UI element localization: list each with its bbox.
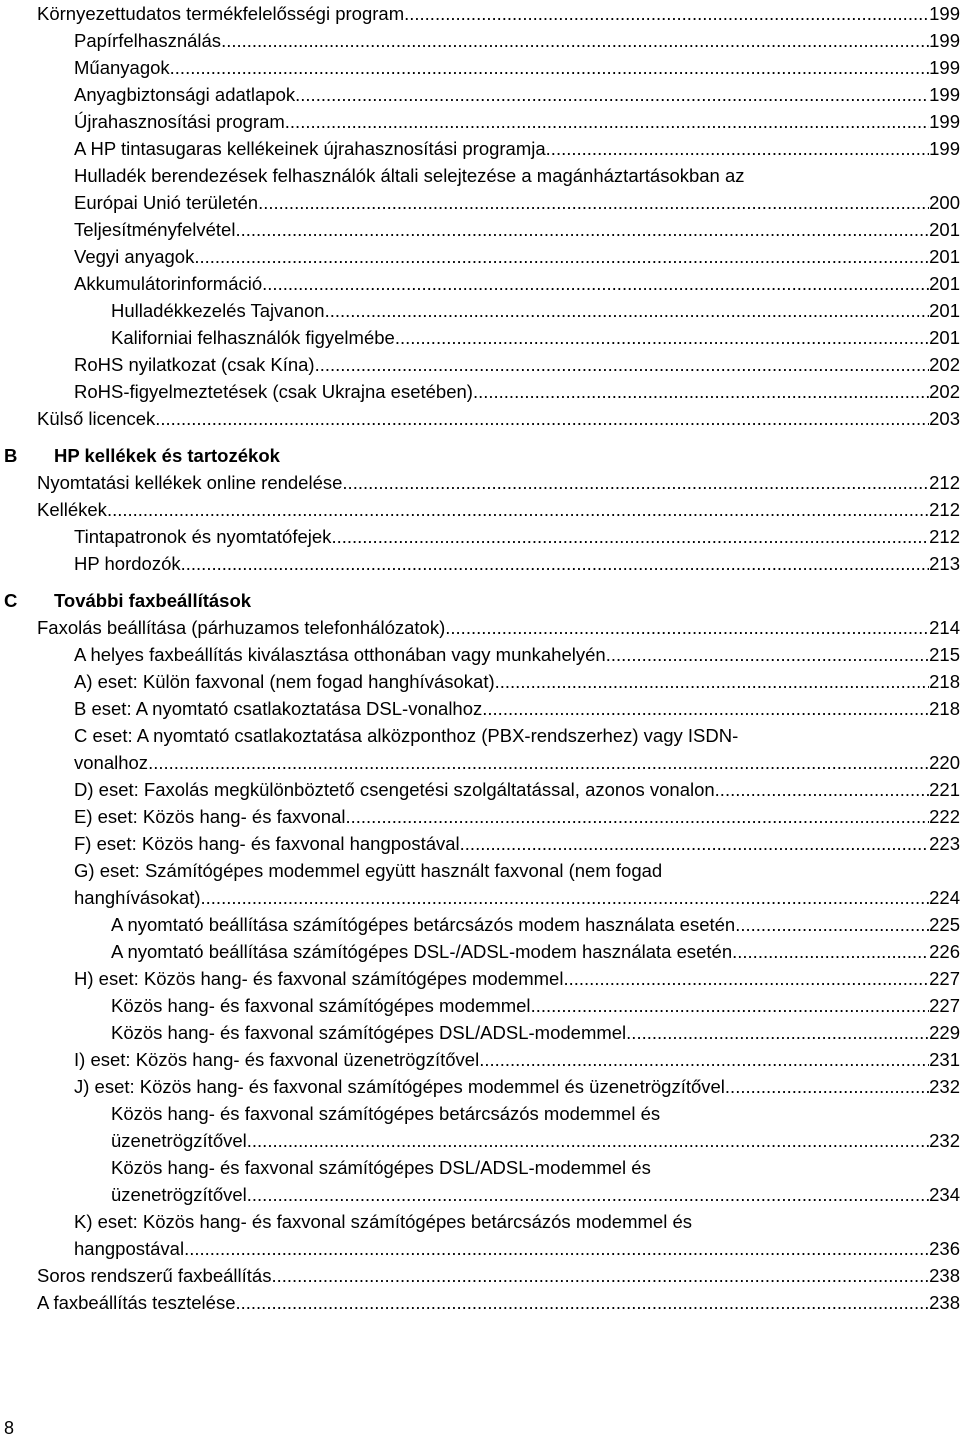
toc-entry-page: 225 [929,914,960,935]
toc-entry-title: Faxolás beállítása (párhuzamos telefonhálózatok) [37,617,446,638]
toc-entry-page: 199 [929,111,960,132]
dot-leader [331,523,929,550]
toc-entry-page: 236 [929,1238,960,1259]
toc-entry[interactable] [74,641,960,668]
toc-entry[interactable] [74,776,960,803]
toc-entry-page: 226 [929,941,960,962]
toc-entry[interactable] [74,857,960,911]
dot-leader [725,1073,929,1100]
toc-entry[interactable] [74,1073,960,1100]
toc-entry-page: 221 [929,779,960,800]
dot-leader [325,297,930,324]
toc-entry-title: Kaliforniai felhasználók figyelmébe [111,327,395,348]
toc-entry-title: RoHS nyilatkozat (csak Kína) [74,354,315,375]
toc-entry-title: Hulladékkezelés Tajvanon [111,300,325,321]
dot-leader [473,378,929,405]
toc-entry[interactable] [111,992,960,1019]
dot-leader [531,992,930,1019]
toc-entry-page: 201 [929,273,960,294]
dot-leader [194,243,929,270]
toc-entry-page: 199 [929,138,960,159]
toc-entry-title: Papírfelhasználás [74,30,222,51]
dot-leader [445,614,929,641]
toc-entry-title: A) eset: Külön faxvonal (nem fogad hanghívásokat) [74,671,495,692]
dot-leader [155,405,929,432]
toc-entry-page: 238 [929,1265,960,1286]
toc-entry[interactable] [111,324,960,351]
toc-entry[interactable] [74,722,960,776]
dot-leader [247,1127,929,1154]
toc-entry[interactable] [74,965,960,992]
toc-entry-page: 199 [929,3,960,24]
appendix-letter: B [4,445,18,466]
toc-entry-title: Műanyagok [74,57,170,78]
dot-leader [107,496,929,523]
toc-entry-page: 218 [929,671,960,692]
toc-entry-title-line1: Hulladék berendezések felhasználók általi selejtezése a magánháztartásokban az [74,165,745,186]
toc-entry-page: 200 [929,192,960,213]
toc-entry[interactable] [74,162,960,216]
appendix-heading[interactable] [0,442,960,469]
dot-leader [262,270,929,297]
toc-entry-title: Teljesítményfelvétel [74,219,236,240]
toc-entry-title: F) eset: Közös hang- és faxvonal hangpostával [74,833,460,854]
dot-leader [606,641,929,668]
toc-entry-title-line2: Európai Unió területén [74,192,259,213]
toc-entry-page: 212 [929,526,960,547]
toc-entry-title: Környezettudatos termékfelelősségi program [37,3,405,24]
dot-leader [626,1019,929,1046]
toc-entry[interactable] [74,1046,960,1073]
dot-leader [271,1262,929,1289]
appendix-heading[interactable] [0,587,960,614]
toc-entry[interactable] [74,270,960,297]
dot-leader [479,1046,929,1073]
toc-entry[interactable] [74,243,960,270]
toc-entry-title-line1: K) eset: Közös hang- és faxvonal számítógépes betárcsázós modemmel és [74,1211,692,1232]
toc-entry-page: 202 [929,381,960,402]
toc-entry[interactable] [74,550,960,577]
toc-entry-page: 199 [929,57,960,78]
toc-entry[interactable] [37,469,960,496]
toc-entry[interactable] [74,81,960,108]
toc-entry-page: 212 [929,499,960,520]
toc-entry-page: 220 [929,752,960,773]
toc-entry-title-line1: Közös hang- és faxvonal számítógépes DSL/ADSL-modemmel és [111,1157,651,1178]
dot-leader [345,803,929,830]
dot-leader [342,469,929,496]
toc-entry[interactable] [37,0,960,27]
dot-leader [404,0,929,27]
dot-leader [546,135,929,162]
toc-entry-page: 203 [929,408,960,429]
toc-entry-title-line2: hanghívásokat) [74,887,201,908]
toc-entry-title-line2: üzenetrögzítővel [111,1184,247,1205]
toc-entry-page: 232 [929,1130,960,1151]
dot-leader [395,324,929,351]
toc-entry-page: 215 [929,644,960,665]
toc-entry-title-line1: C eset: A nyomtató csatlakoztatása alközponthoz (PBX-rendszerhez) vagy ISDN- [74,725,739,746]
toc-entry-page: 227 [929,995,960,1016]
toc-entry-page: 234 [929,1184,960,1205]
toc-entry-title: E) eset: Közös hang- és faxvonal [74,806,346,827]
dot-leader [235,1289,929,1316]
toc-entry[interactable] [74,351,960,378]
toc-entry-title: A HP tintasugaras kellékeinek újrahasznosítási programja [74,138,546,159]
appendix-title: HP kellékek és tartozékok [54,445,280,466]
dot-leader [247,1181,929,1208]
toc-entry-title: A faxbeállítás tesztelése [37,1292,236,1313]
toc-entry-page: 201 [929,300,960,321]
toc-entry-page: 199 [929,84,960,105]
toc-entry-page: 199 [929,30,960,51]
toc-entry[interactable] [74,1208,960,1262]
toc-entry-title: Újrahasznosítási program [74,111,285,132]
dot-leader [732,938,929,965]
toc-entry-title: Közös hang- és faxvonal számítógépes modemmel [111,995,531,1016]
toc-entry-page: 202 [929,354,960,375]
toc-entry-title: Nyomtatási kellékek online rendelése [37,472,343,493]
toc-entry[interactable] [74,668,960,695]
toc-entry-title-line1: Közös hang- és faxvonal számítógépes betárcsázós modemmel és [111,1103,661,1124]
toc-entry-title-line2: üzenetrögzítővel [111,1130,247,1151]
dot-leader [495,668,930,695]
toc-entry[interactable] [37,1262,960,1289]
toc-entry-title-line2: hangpostával [74,1238,185,1259]
toc-entry-title: A nyomtató beállítása számítógépes betárcsázós modem használata esetén [111,914,736,935]
toc-entry[interactable] [74,523,960,550]
toc-entry-title: Soros rendszerű faxbeállítás [37,1265,272,1286]
toc-entry[interactable] [74,108,960,135]
toc-entry[interactable] [74,803,960,830]
toc-entry[interactable] [74,216,960,243]
toc-entry-title: Kellékek [37,499,107,520]
toc-entry-title: D) eset: Faxolás megkülönböztető csengetési szolgáltatással, azonos vonalon [74,779,715,800]
appendix-letter: C [4,590,18,611]
toc-entry-title: HP hordozók [74,553,181,574]
toc-entry-title: Vegyi anyagok [74,246,195,267]
dot-leader [184,1235,929,1262]
toc-entry-page: 213 [929,553,960,574]
toc-entry-title: A helyes faxbeállítás kiválasztása otthonában vagy munkahelyén [74,644,606,665]
toc-entry[interactable] [37,1289,960,1316]
toc-entry-title: J) eset: Közös hang- és faxvonal számítógépes modemmel és üzenetrögzítővel [74,1076,725,1097]
toc-entry-page: 201 [929,327,960,348]
toc-entry-title: Tintapatronok és nyomtatófejek [74,526,332,547]
toc-entry-page: 229 [929,1022,960,1043]
toc-entry-title: Anyagbiztonsági adatlapok [74,84,296,105]
dot-leader [735,911,929,938]
toc-entry-page: 201 [929,246,960,267]
toc-entry[interactable] [37,496,960,523]
toc-entry-page: 222 [929,806,960,827]
toc-entry[interactable] [74,27,960,54]
toc-entry[interactable] [111,911,960,938]
toc-entry-title-line2: vonalhoz [74,752,149,773]
toc-entry-title: H) eset: Közös hang- és faxvonal számítógépes modemmel [74,968,564,989]
toc-entry-page: 223 [929,833,960,854]
dot-leader [285,108,929,135]
toc-entry[interactable] [37,614,960,641]
dot-leader [563,965,929,992]
dot-leader [201,884,930,911]
toc-entry-page: 238 [929,1292,960,1313]
page-number: 8 [4,1418,15,1438]
dot-leader [482,695,929,722]
dot-leader [715,776,929,803]
dot-leader [170,54,929,81]
toc-entry-page: 232 [929,1076,960,1097]
toc-entry-page: 201 [929,219,960,240]
toc-entry[interactable] [74,54,960,81]
toc-entry-title: A nyomtató beállítása számítógépes DSL-/ADSL-modem használata esetén [111,941,733,962]
toc-entry-title: I) eset: Közös hang- és faxvonal üzenetrögzítővel [74,1049,480,1070]
toc-entry[interactable] [111,297,960,324]
toc-entry[interactable] [74,135,960,162]
toc-entry[interactable] [111,1019,960,1046]
toc-entry[interactable] [111,1100,960,1154]
toc-entry[interactable] [74,695,960,722]
toc-entry-page: 227 [929,968,960,989]
toc-entry-page: 212 [929,472,960,493]
dot-leader [181,550,930,577]
toc-entry-page: 218 [929,698,960,719]
appendix-title: További faxbeállítások [54,590,252,611]
toc-entry-title-line1: G) eset: Számítógépes modemmel együtt használt faxvonal (nem fogad [74,860,663,881]
toc-entry-title: RoHS-figyelmeztetések (csak Ukrajna esetében) [74,381,473,402]
toc-entry[interactable] [74,378,960,405]
dot-leader [460,830,929,857]
toc-entry-page: 214 [929,617,960,638]
toc-entry-title: Közös hang- és faxvonal számítógépes DSL/ADSL-modemmel [111,1022,627,1043]
dot-leader [221,27,929,54]
toc-entry-title: Akkumulátorinformáció [74,273,263,294]
toc-entry[interactable] [111,1154,960,1208]
toc-entry-title: B eset: A nyomtató csatlakoztatása DSL-vonalhoz [74,698,483,719]
toc-entry-page: 224 [929,887,960,908]
toc-entry[interactable] [74,830,960,857]
dot-leader [148,749,929,776]
toc-entry-title: Külső licencek [37,408,156,429]
toc-entry-page: 231 [929,1049,960,1070]
dot-leader [295,81,929,108]
dot-leader [258,189,929,216]
toc-entry[interactable] [111,938,960,965]
toc-entry[interactable] [37,405,960,432]
dot-leader [315,351,930,378]
dot-leader [235,216,929,243]
